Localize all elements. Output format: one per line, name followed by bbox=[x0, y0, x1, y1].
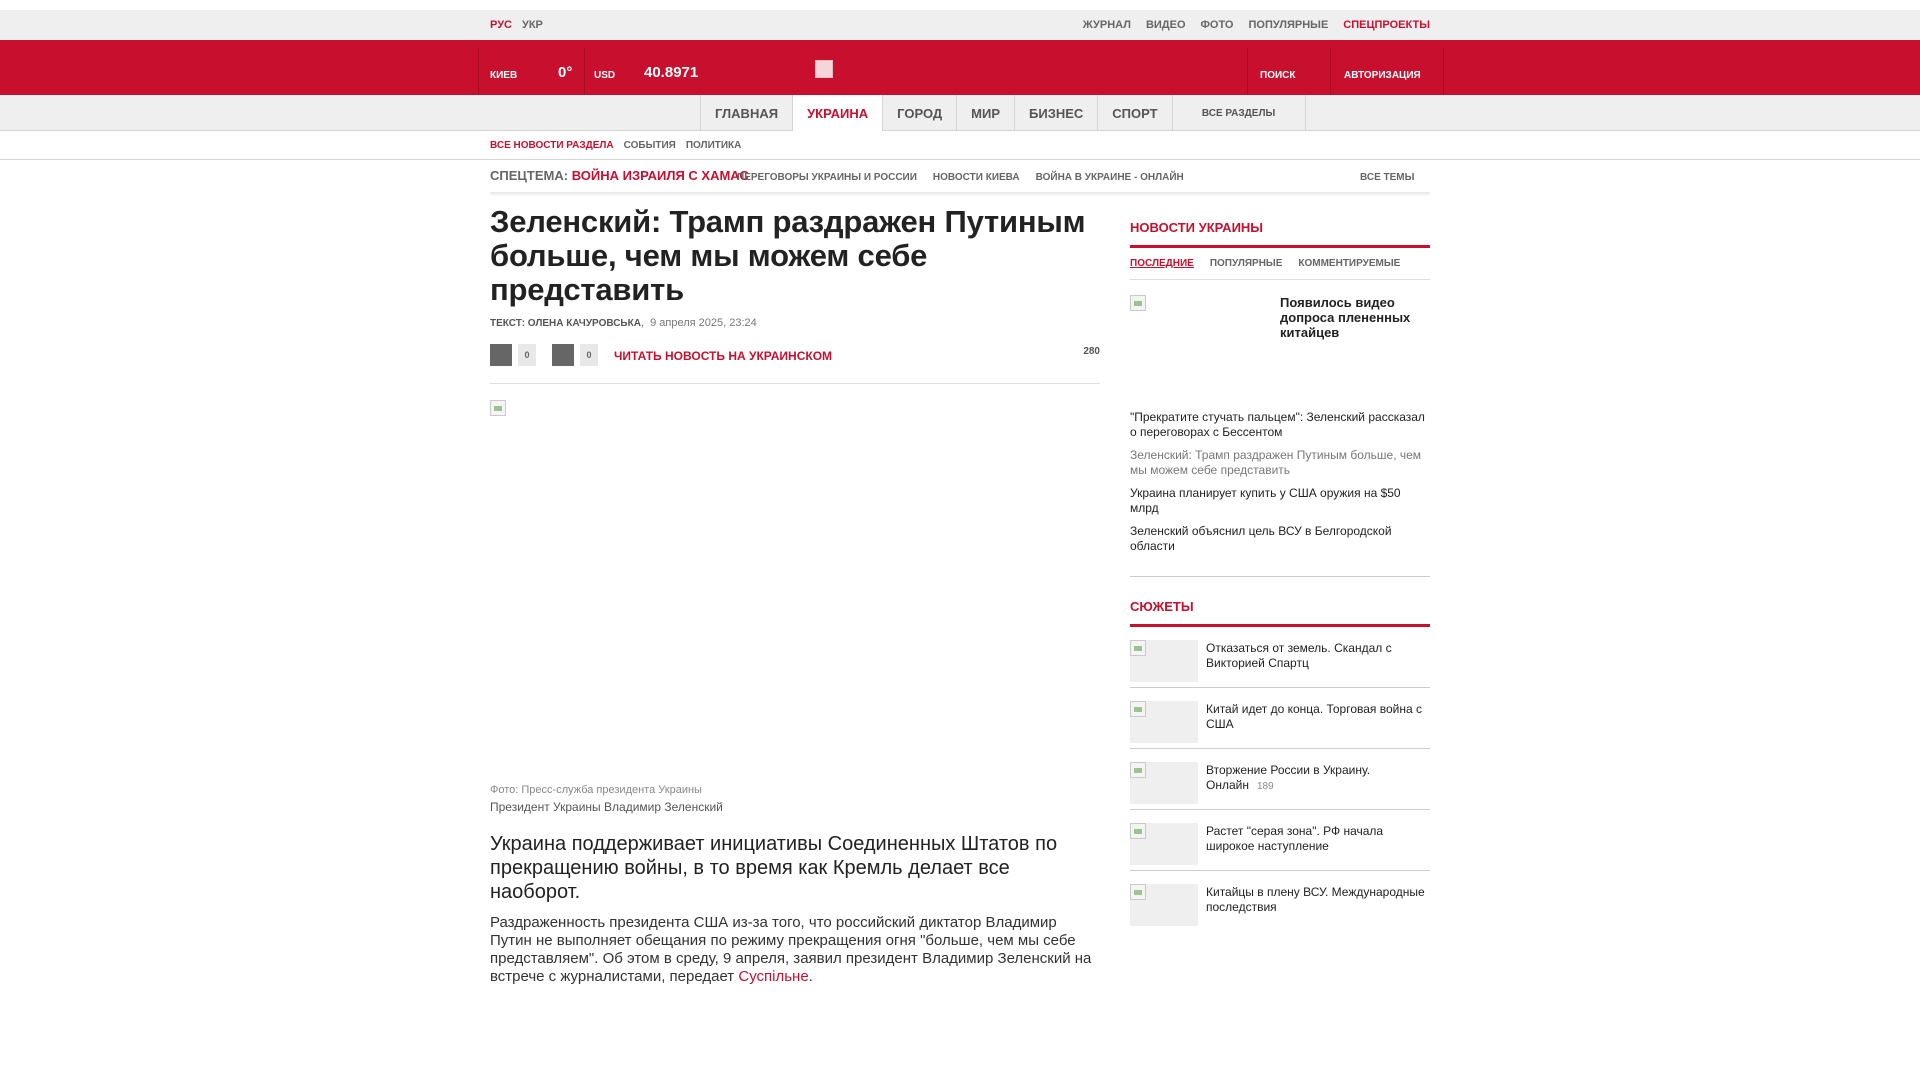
sidebar-title[interactable]: НОВОСТИ УКРАИНЫ bbox=[1130, 220, 1430, 248]
special-topic-link[interactable]: ВОЙНА ИЗРАИЛЯ С ХАМАС bbox=[571, 168, 749, 183]
sidebar-tab-commented[interactable]: КОММЕНТИРУЕМЫЕ bbox=[1298, 258, 1401, 269]
news-item[interactable]: Зеленский: Трамп раздражен Путиным больше, чем мы можем себе представить bbox=[1130, 448, 1422, 477]
currency-label: USD bbox=[594, 70, 616, 81]
read-in-ukrainian-link[interactable]: ЧИТАТЬ НОВОСТЬ НА УКРАИНСКОМ bbox=[614, 349, 833, 363]
news-item[interactable]: "Прекратите стучать пальцем": Зеленский рассказал о переговорах с Бессентом bbox=[1130, 410, 1425, 439]
stories-list bbox=[1130, 627, 1430, 932]
topic-link-kyiv-news[interactable]: НОВОСТИ КИЕВА bbox=[932, 172, 1020, 183]
special-topic-label: СПЕЦТЕМА: bbox=[490, 168, 569, 183]
story-text: Растет "серая зона". РФ начала широкое наступление bbox=[1206, 824, 1384, 853]
article-body bbox=[490, 914, 1100, 986]
share-count-2: 0 bbox=[580, 344, 598, 366]
article-body-text: Раздраженность президента США из-за того, что российский диктатор Владимир Путин не выполняет обещания по режиму прекращения огня "больше, чем мы себе представляем". Об этом в среду, 9 апреля, заявил президент Владимир Зеленский на встрече с журналистами, передает bbox=[490, 914, 1092, 985]
lang-ru-link[interactable]: РУС bbox=[490, 19, 512, 31]
topics-divider bbox=[490, 192, 1430, 196]
section-tab-main[interactable]: ГЛАВНАЯ bbox=[700, 95, 792, 131]
story-text: Отказаться от земель. Скандал с Викторией Спартц bbox=[1206, 641, 1392, 670]
story-title[interactable] bbox=[1206, 763, 1430, 794]
broken-image-icon bbox=[1130, 701, 1146, 717]
section-tab-world[interactable]: МИР bbox=[956, 95, 1014, 131]
top-links bbox=[1083, 19, 1430, 31]
story-text: Вторжение России в Украину. Онлайн bbox=[1206, 763, 1371, 792]
subnav-politics[interactable]: ПОЛИТИКА bbox=[685, 140, 742, 151]
topic-link-war-online[interactable]: ВОЙНА В УКРАИНЕ - ОНЛАЙН bbox=[1035, 172, 1184, 183]
story-count: 189 bbox=[1256, 781, 1274, 792]
stories-title[interactable]: СЮЖЕТЫ bbox=[1130, 599, 1430, 627]
story-item[interactable] bbox=[1130, 749, 1430, 810]
special-topic bbox=[490, 168, 749, 183]
featured-thumbnail bbox=[1130, 295, 1146, 311]
sidebar-divider bbox=[1130, 576, 1430, 577]
story-thumbnail bbox=[1130, 701, 1198, 743]
topic-link-negotiations[interactable]: ПЕРЕГОВОРЫ УКРАИНЫ И РОССИИ bbox=[737, 172, 917, 183]
search-button[interactable]: ПОИСК bbox=[1260, 70, 1296, 81]
special-topics-bar bbox=[490, 160, 1430, 195]
site-header bbox=[0, 40, 1920, 95]
article-body-end: . bbox=[808, 968, 813, 985]
article-title: Зеленский: Трамп раздражен Путиным больше, чем мы можем себе представить bbox=[490, 204, 1086, 307]
section-nav bbox=[0, 95, 1920, 131]
story-thumbnail bbox=[1130, 884, 1198, 926]
auth-button[interactable]: АВТОРИЗАЦИЯ bbox=[1344, 70, 1421, 81]
article-author[interactable]: ТЕКСТ: ОЛЕНА КАЧУРОВСЬКА bbox=[490, 318, 641, 329]
top-link-journal[interactable]: ЖУРНАЛ bbox=[1082, 19, 1131, 31]
broken-image-icon bbox=[490, 400, 506, 416]
top-link-photo[interactable]: ФОТО bbox=[1200, 19, 1234, 31]
share-count-1: 0 bbox=[518, 344, 536, 366]
news-item[interactable]: Украина планирует купить у США оружия на $50 млрд bbox=[1130, 486, 1401, 515]
article-photo bbox=[490, 400, 1100, 780]
story-thumbnail bbox=[1130, 762, 1198, 804]
story-title[interactable] bbox=[1206, 641, 1430, 671]
top-link-video[interactable]: ВИДЕО bbox=[1145, 19, 1186, 31]
all-topics-link[interactable]: ВСЕ ТЕМЫ bbox=[1360, 172, 1415, 183]
article bbox=[490, 205, 1100, 986]
weather-city: КИЕВ bbox=[490, 70, 518, 81]
top-link-popular[interactable]: ПОПУЛЯРНЫЕ bbox=[1248, 19, 1329, 31]
weather-temp: 0° bbox=[558, 64, 573, 81]
article-lead: Украина поддерживает инициативы Соединенных Штатов по прекращению войны, в то время как Кремль делает все наоборот. bbox=[490, 833, 1058, 903]
story-text: Китайцы в плену ВСУ. Международные последствия bbox=[1206, 885, 1425, 914]
share-telegram-button[interactable] bbox=[552, 344, 574, 366]
news-item[interactable]: Зеленский объяснил цель ВСУ в Белгородской области bbox=[1130, 524, 1392, 553]
site-logo[interactable] bbox=[815, 60, 833, 78]
photo-caption: Президент Украины Владимир Зеленский bbox=[490, 800, 723, 814]
featured-news-title[interactable]: Появилось видео допроса плененных китайцев bbox=[1280, 295, 1411, 340]
broken-image-icon bbox=[1130, 640, 1146, 656]
article-date: 9 апреля 2025, 23:24 bbox=[650, 317, 757, 329]
subnav-events[interactable]: СОБЫТИЯ bbox=[623, 140, 676, 151]
broken-image-icon bbox=[1130, 823, 1146, 839]
story-item[interactable] bbox=[1130, 810, 1430, 871]
sidebar-tabs bbox=[1130, 248, 1430, 280]
subnav-all-news[interactable]: ВСЕ НОВОСТИ РАЗДЕЛА bbox=[490, 140, 614, 151]
share-bar bbox=[490, 344, 1100, 384]
currency-rate: 40.8971 bbox=[644, 64, 699, 81]
news-list bbox=[1130, 410, 1430, 554]
story-text: Китай идет до конца. Торговая война с США bbox=[1206, 702, 1423, 731]
story-item[interactable] bbox=[1130, 871, 1430, 932]
sidebar-tab-popular[interactable]: ПОПУЛЯРНЫЕ bbox=[1209, 258, 1283, 269]
lang-uk-link[interactable]: УКР bbox=[522, 19, 543, 31]
photo-source: Фото: Пресс-служба президента Украины bbox=[490, 784, 702, 796]
section-tab-ukraine[interactable]: УКРАИНА bbox=[792, 95, 882, 131]
view-count: 280 bbox=[1083, 346, 1100, 357]
story-thumbnail bbox=[1130, 823, 1198, 865]
story-item[interactable] bbox=[1130, 627, 1430, 688]
source-link[interactable]: Суспільне bbox=[738, 968, 809, 985]
story-title[interactable] bbox=[1206, 885, 1430, 915]
sub-nav bbox=[0, 131, 1920, 160]
section-tab-sport[interactable]: СПОРТ bbox=[1097, 95, 1171, 131]
article-meta: ТЕКСТ: ОЛЕНА КАЧУРОВСЬКА, 9 апреля 2025, 23:24 bbox=[490, 317, 757, 329]
broken-image-icon bbox=[1130, 762, 1146, 778]
section-tab-all[interactable]: ВСЕ РАЗДЕЛЫ bbox=[1172, 95, 1306, 131]
section-tab-business[interactable]: БИЗНЕС bbox=[1014, 95, 1097, 131]
story-thumbnail bbox=[1130, 640, 1198, 682]
top-link-specprojects[interactable]: СПЕЦПРОЕКТЫ bbox=[1343, 19, 1430, 31]
section-tab-city[interactable]: ГОРОД bbox=[882, 95, 956, 131]
story-item[interactable] bbox=[1130, 688, 1430, 749]
broken-image-icon bbox=[1130, 884, 1146, 900]
story-title[interactable] bbox=[1206, 702, 1430, 732]
top-bar bbox=[0, 10, 1920, 40]
share-facebook-button[interactable] bbox=[490, 344, 512, 366]
featured-news[interactable] bbox=[1130, 295, 1430, 410]
sidebar bbox=[1130, 220, 1430, 932]
sidebar-tab-latest[interactable]: ПОСЛЕДНИЕ bbox=[1130, 258, 1194, 269]
story-title[interactable] bbox=[1206, 824, 1430, 854]
